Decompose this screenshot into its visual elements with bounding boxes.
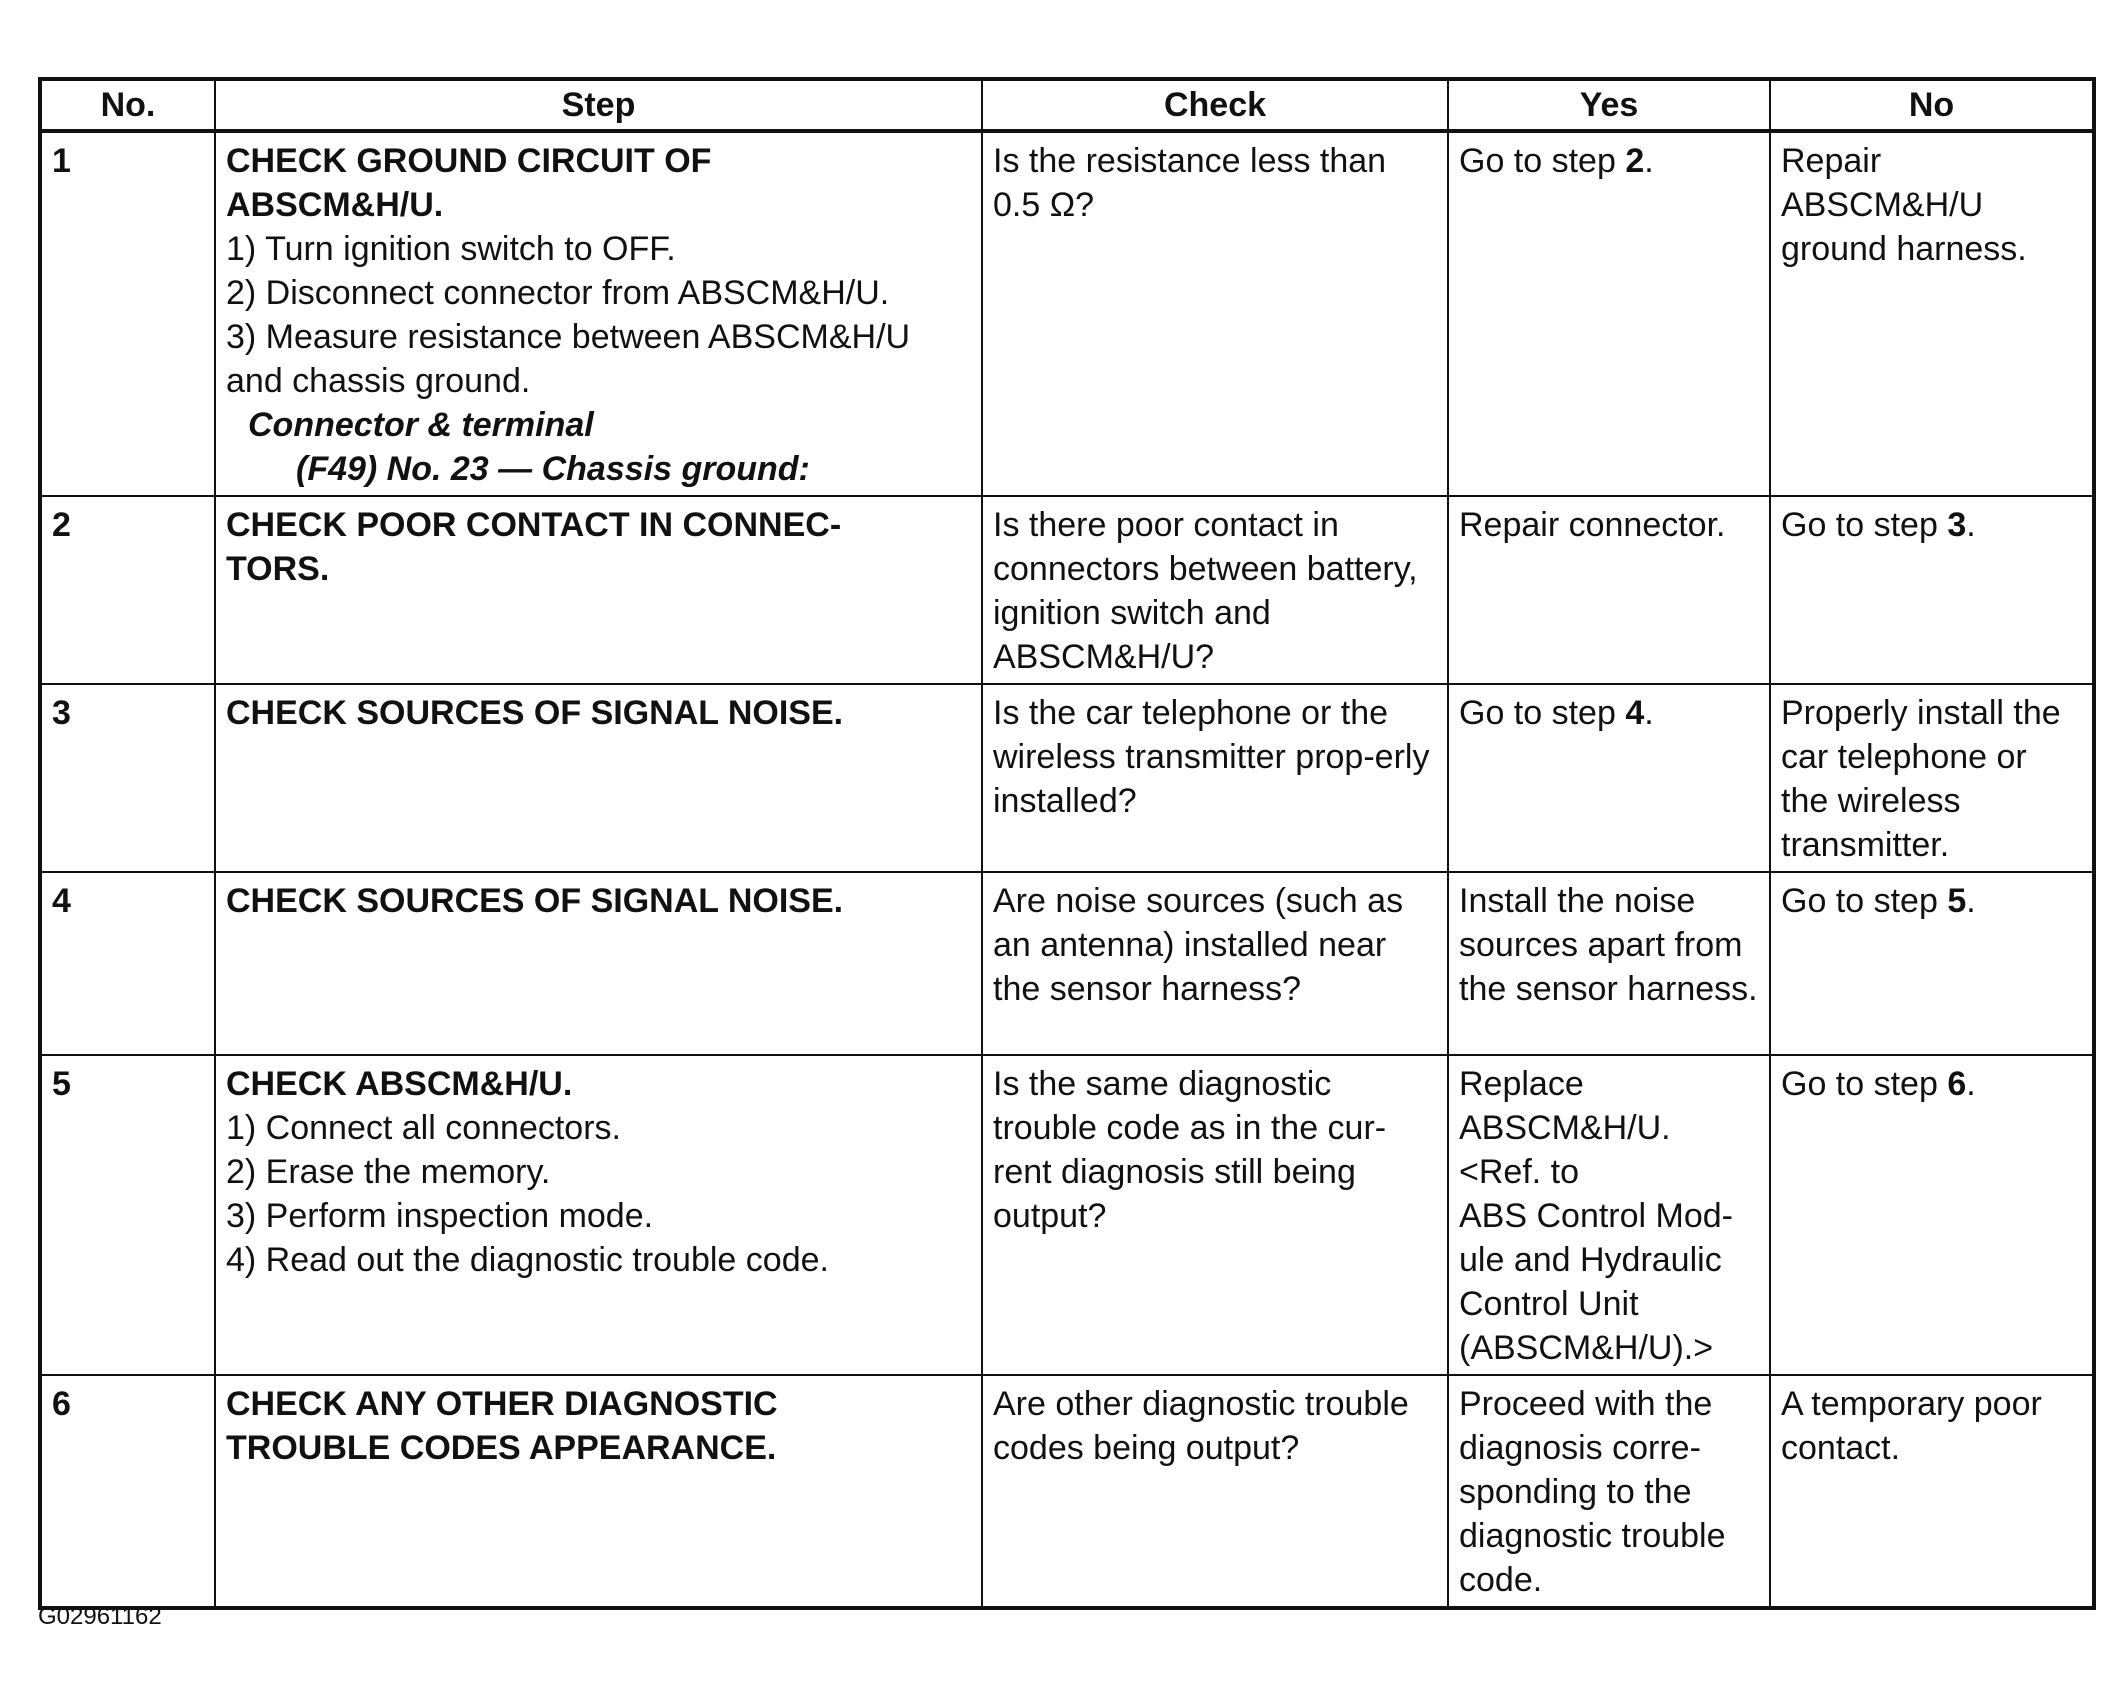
step-number: 1 (40, 131, 215, 496)
connector-spec-label: Connector & terminal (248, 406, 594, 444)
step-instruction: 1) Connect all connectors. (226, 1109, 621, 1147)
step-cell (215, 684, 982, 872)
step-number: 4 (40, 872, 215, 1055)
step-title: CHECK ANY OTHER DIAGNOSTIC (226, 1385, 778, 1423)
step-title: CHECK ABSCM&H/U. (226, 1065, 573, 1103)
step-instruction: and chassis ground. (226, 362, 531, 400)
table-row (40, 496, 2094, 684)
table-row (40, 1055, 2094, 1375)
yes-cell (1448, 131, 1770, 496)
step-cell (215, 496, 982, 684)
header-step: Step (215, 79, 982, 131)
step-instruction: 3) Measure resistance between ABSCM&H/U (226, 318, 911, 356)
no-text: Go to step (1781, 882, 1948, 920)
step-cell (215, 1055, 982, 1375)
step-cell (215, 872, 982, 1055)
step-title: TORS. (226, 550, 330, 588)
step-instruction: 1) Turn ignition switch to OFF. (226, 230, 676, 268)
yes-cell: Install the noise sources apart from the sensor harness. (1448, 872, 1770, 1055)
connector-spec-value: (F49) No. 23 — Chassis ground: (296, 450, 810, 488)
yes-suffix: . (1644, 142, 1654, 180)
no-cell: A temporary poor contact. (1770, 1375, 2094, 1608)
check-cell: Are other diagnostic trouble codes being output? (982, 1375, 1448, 1608)
step-title: CHECK POOR CONTACT IN CONNEC- (226, 506, 842, 544)
table-row (40, 131, 2094, 496)
no-cell (1770, 496, 2094, 684)
step-cell (215, 1375, 982, 1608)
yes-suffix: . (1644, 694, 1654, 732)
step-number: 5 (40, 1055, 215, 1375)
no-text: Go to step (1781, 1065, 1948, 1103)
yes-cell: Proceed with the diagnosis corre-sponding to the diagnostic trouble code. (1448, 1375, 1770, 1608)
table-row (40, 872, 2094, 1055)
yes-text: Go to step (1459, 142, 1626, 180)
yes-line: Control Unit (1459, 1285, 1639, 1323)
step-number: 3 (40, 684, 215, 872)
step-title: ABSCM&H/U. (226, 186, 444, 224)
no-suffix: . (1966, 506, 1976, 544)
yes-cell (1448, 684, 1770, 872)
step-number: 2 (40, 496, 215, 684)
no-suffix: . (1966, 882, 1976, 920)
no-step-ref: 5 (1947, 882, 1967, 920)
table-row (40, 684, 2094, 872)
yes-line: Replace (1459, 1065, 1584, 1103)
step-instruction: 3) Perform inspection mode. (226, 1197, 654, 1235)
step-number: 6 (40, 1375, 215, 1608)
diagnostic-table (38, 77, 2096, 1610)
table-row (40, 1375, 2094, 1608)
yes-cell: Repair connector. (1448, 496, 1770, 684)
yes-line: <Ref. to (1459, 1153, 1580, 1191)
no-cell: Properly install the car telephone or the wireless transmitter. (1770, 684, 2094, 872)
no-step-ref: 3 (1947, 506, 1967, 544)
table-header-row (40, 79, 2094, 131)
step-cell (215, 131, 982, 496)
yes-text: Go to step (1459, 694, 1626, 732)
no-cell (1770, 1055, 2094, 1375)
step-title: CHECK SOURCES OF SIGNAL NOISE. (226, 882, 844, 920)
yes-line: ule and Hydraulic (1459, 1241, 1722, 1279)
figure-id-label: G02961162 (38, 1603, 162, 1630)
no-cell (1770, 872, 2094, 1055)
no-suffix: . (1966, 1065, 1976, 1103)
step-title: CHECK GROUND CIRCUIT OF (226, 142, 712, 180)
step-instruction: 2) Erase the memory. (226, 1153, 551, 1191)
step-title: CHECK SOURCES OF SIGNAL NOISE. (226, 694, 844, 732)
yes-step-ref: 2 (1625, 142, 1645, 180)
header-check: Check (982, 79, 1448, 131)
yes-line: (ABSCM&H/U).> (1459, 1329, 1714, 1367)
yes-step-ref: 4 (1625, 694, 1645, 732)
yes-line: ABS Control Mod- (1459, 1197, 1733, 1235)
header-yes: Yes (1448, 79, 1770, 131)
check-cell: Is the car telephone or the wireless transmitter prop-erly installed? (982, 684, 1448, 872)
step-instruction: 2) Disconnect connector from ABSCM&H/U. (226, 274, 890, 312)
header-no: No. (40, 79, 215, 131)
check-cell: Is the resistance less than 0.5 Ω? (982, 131, 1448, 496)
header-no-result: No (1770, 79, 2094, 131)
yes-line: ABSCM&H/U. (1459, 1109, 1671, 1147)
check-cell: Is the same diagnostic trouble code as in the cur-rent diagnosis still being output? (982, 1055, 1448, 1375)
check-cell: Is there poor contact in connectors between battery, ignition switch and ABSCM&H/U? (982, 496, 1448, 684)
yes-cell (1448, 1055, 1770, 1375)
no-cell: Repair ABSCM&H/U ground harness. (1770, 131, 2094, 496)
no-step-ref: 6 (1947, 1065, 1967, 1103)
step-instruction: 4) Read out the diagnostic trouble code. (226, 1241, 829, 1279)
no-text: Go to step (1781, 506, 1948, 544)
step-title: TROUBLE CODES APPEARANCE. (226, 1429, 777, 1467)
check-cell: Are noise sources (such as an antenna) installed near the sensor harness? (982, 872, 1448, 1055)
